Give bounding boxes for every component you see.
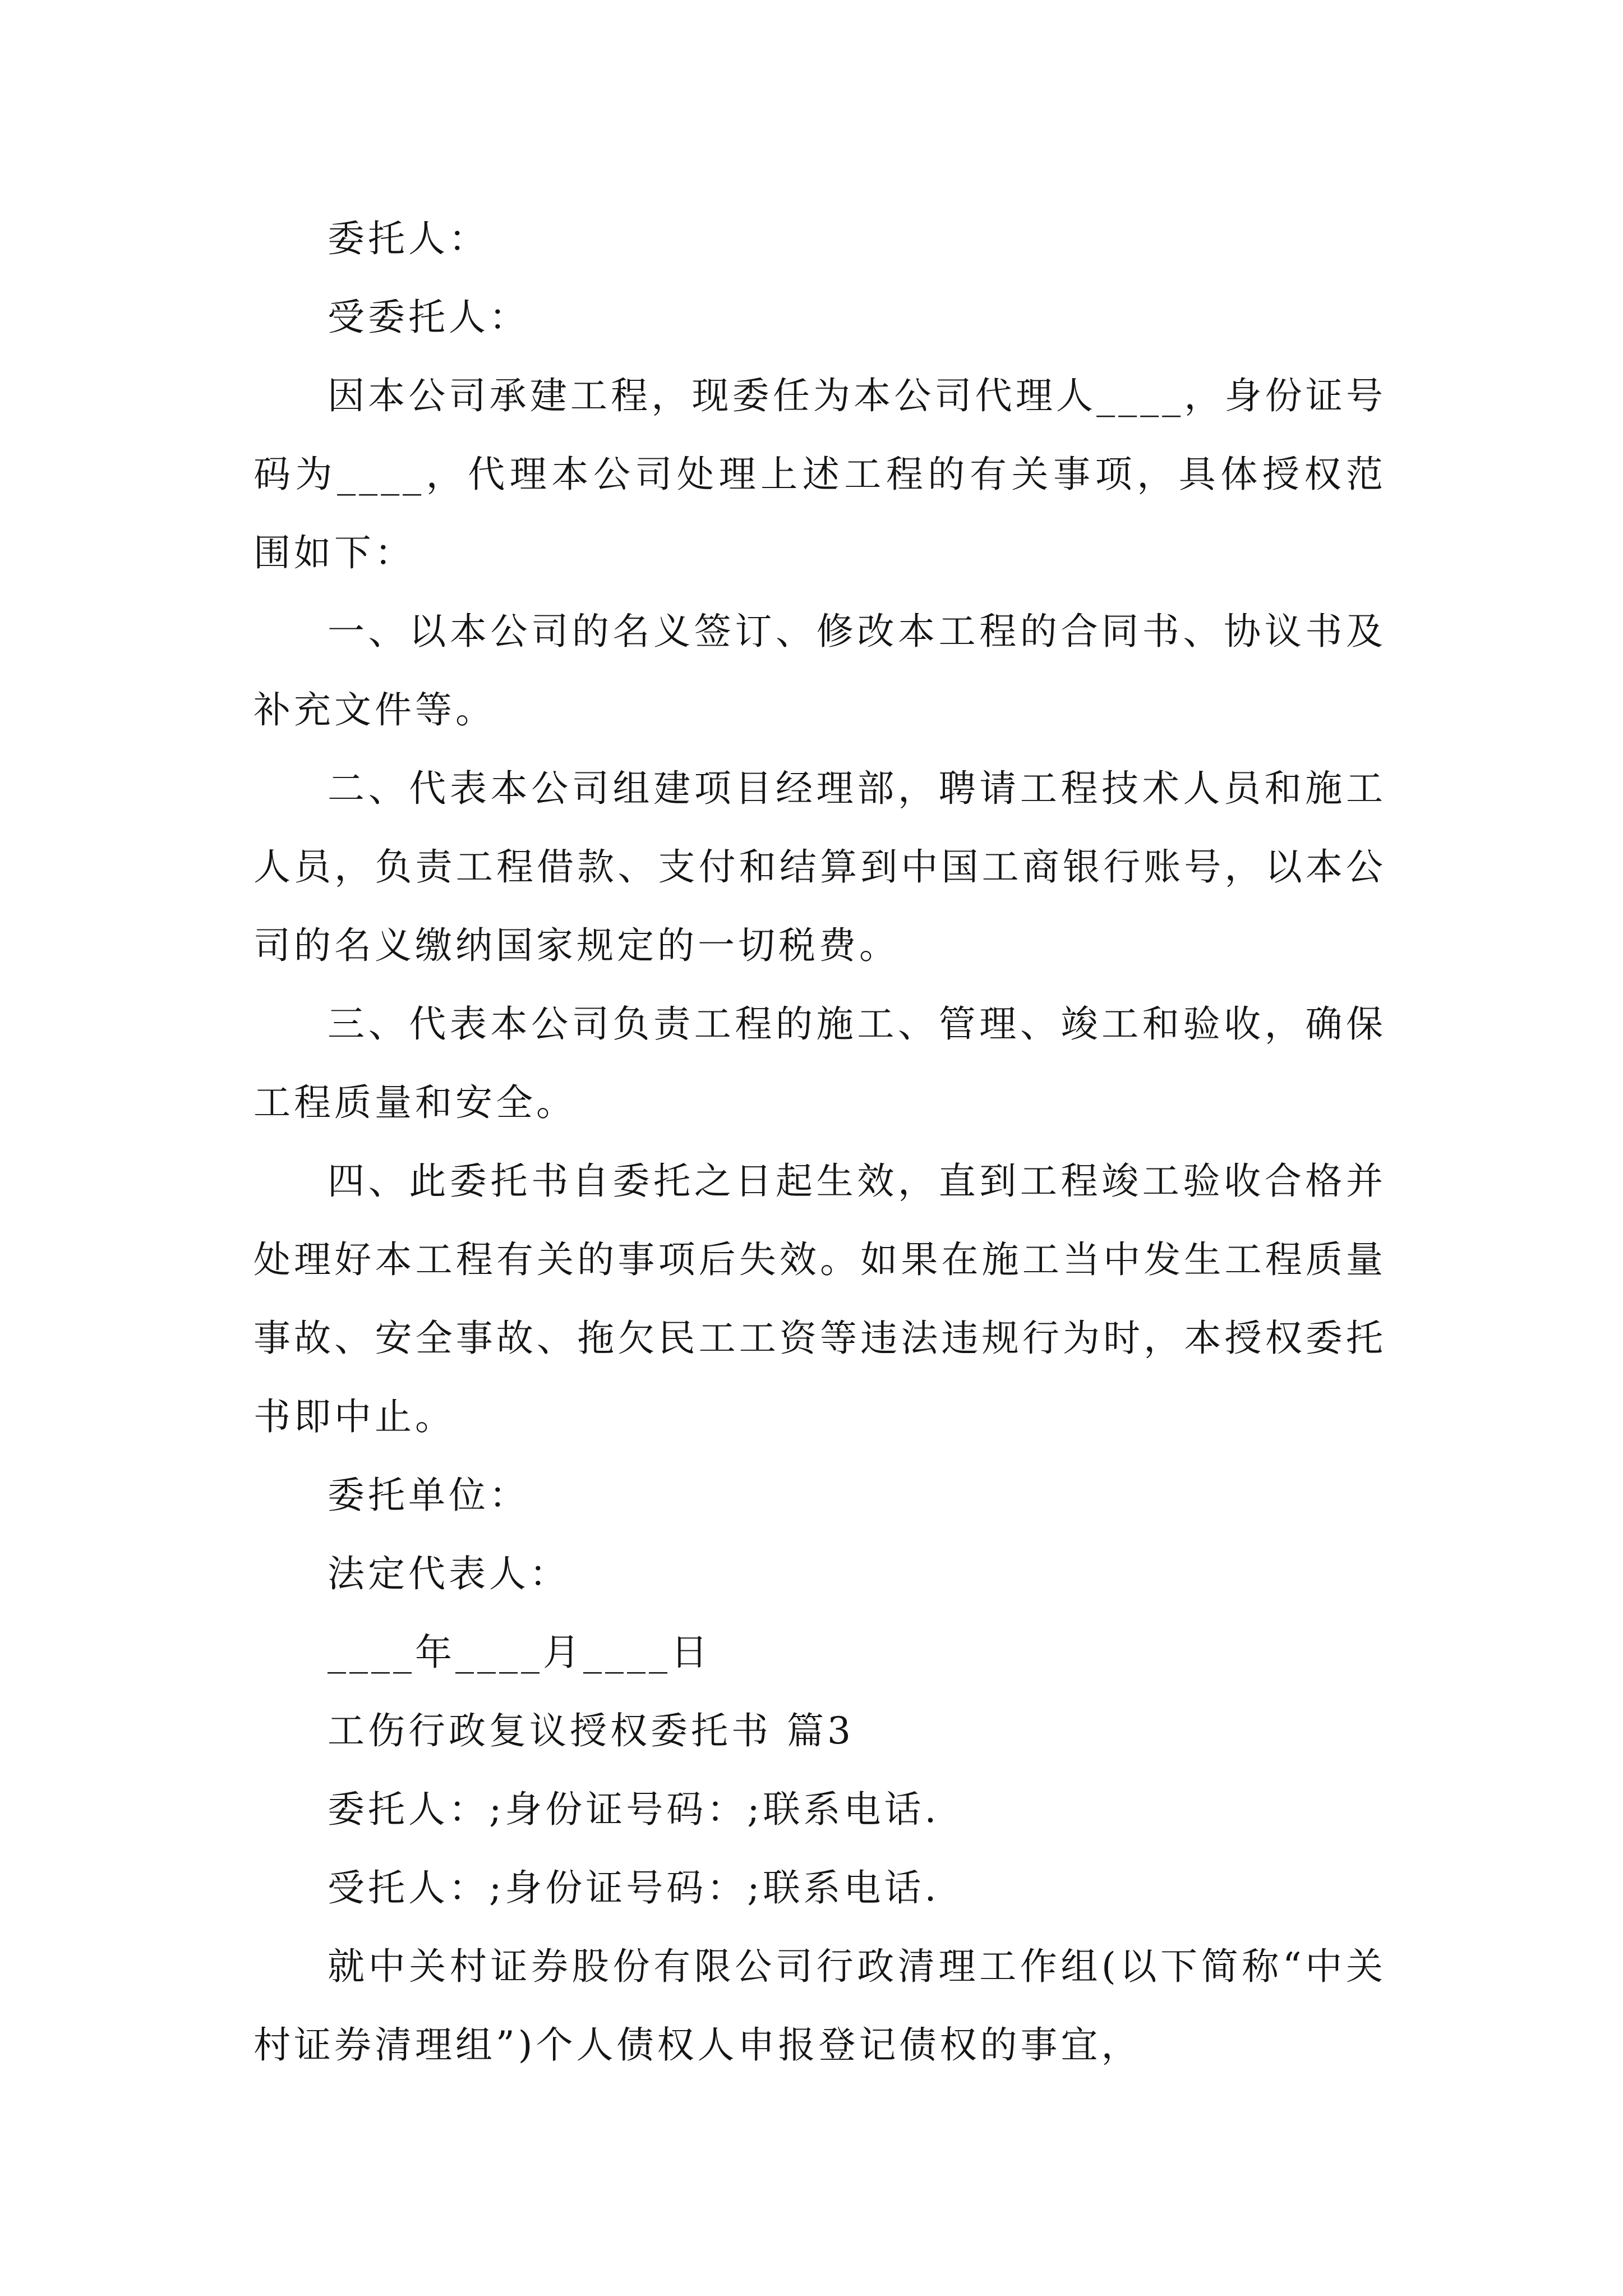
paragraph-item-4: 四、此委托书自委托之日起生效，直到工程竣工验收合格并处理好本工程有关的事项后失效。如果在施工当中发生工程质量事故、安全事故、拖欠民工工资等违法违规行为时，本授权委托书即中止。 — [253, 1159, 1386, 1438]
section-heading: 工伤行政复议授权委托书 篇3 — [328, 1709, 854, 1752]
paragraph-legal-representative: 法定代表人： — [328, 1552, 570, 1595]
paragraph-matter: 就中关村证券股份有限公司行政清理工作组(以下简称“中关村证券清理组”)个人债权人申报登记债权的事宜， — [253, 1945, 1386, 2067]
paragraph-principal: 委托人： — [328, 217, 489, 260]
paragraph-item-3: 三、代表本公司负责工程的施工、管理、竣工和验收，确保工程质量和安全。 — [253, 1002, 1386, 1124]
paragraph-principal-info: 委托人：;身份证号码：;联系电话. — [328, 1788, 940, 1831]
paragraph-appointment: 因本公司承建工程，现委任为本公司代理人____，身份证号码为____，代理本公司处理上述工程的有关事项，具体授权范围如下： — [253, 374, 1386, 574]
paragraph-item-1: 一、以本公司的名义签订、修改本工程的合同书、协议书及补充文件等。 — [253, 610, 1386, 731]
document-body — [253, 200, 1386, 2085]
paragraph-date: ____年____月____日 — [328, 1631, 711, 1674]
paragraph-item-2: 二、代表本公司组建项目经理部，聘请工程技术人员和施工人员，负责工程借款、支付和结算到中国工商银行账号，以本公司的名义缴纳国家规定的一切税费。 — [253, 767, 1386, 967]
paragraph-entrusting-unit: 委托单位： — [328, 1474, 529, 1517]
paragraph-agent: 受委托人： — [328, 296, 529, 339]
paragraph-trustee-info: 受托人：;身份证号码：;联系电话. — [328, 1866, 940, 1910]
